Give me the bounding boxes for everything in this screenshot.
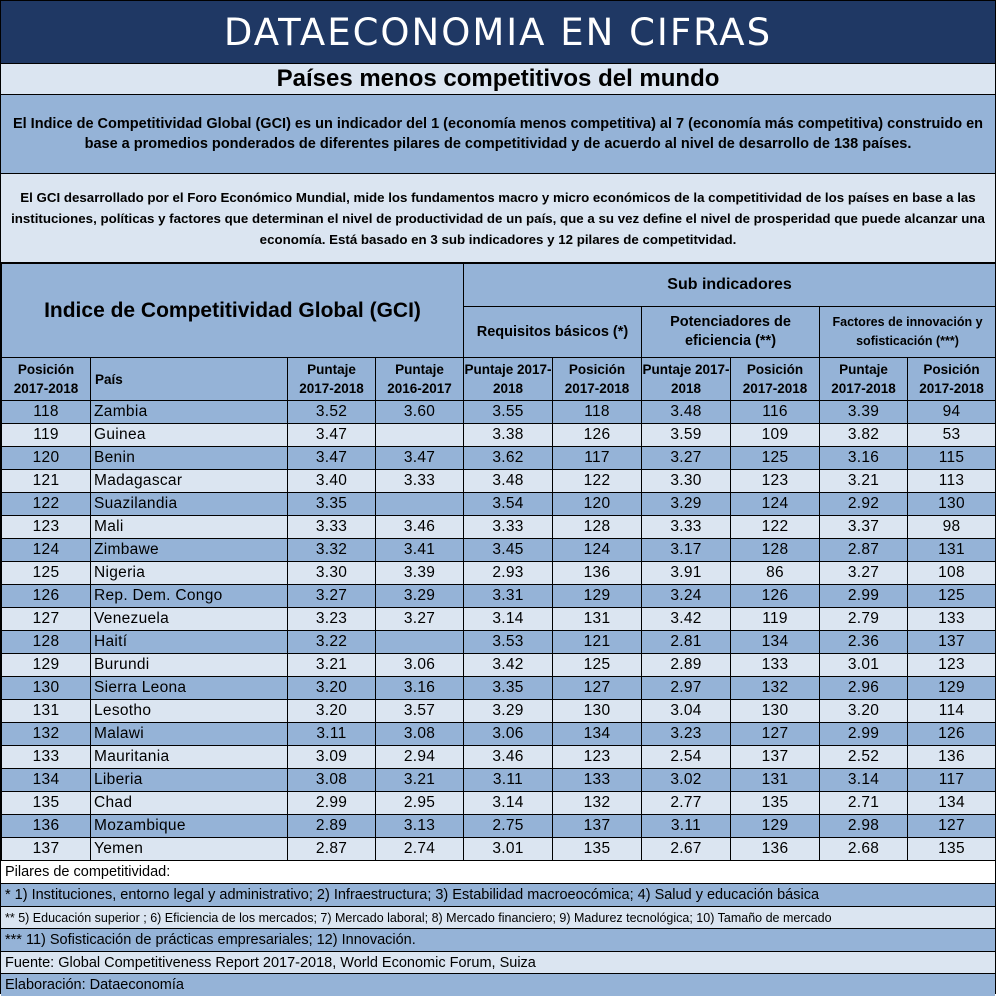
- cell-efficiency-position: 130: [731, 700, 820, 723]
- cell-score-2017: 2.99: [288, 792, 376, 815]
- cell-position: 127: [2, 608, 91, 631]
- cell-innovation-position: 108: [908, 562, 996, 585]
- cell-efficiency-score: 2.67: [642, 838, 731, 861]
- cell-position: 131: [2, 700, 91, 723]
- cell-efficiency-score: 3.17: [642, 539, 731, 562]
- cell-innovation-score: 2.96: [820, 677, 908, 700]
- cell-efficiency-score: 2.77: [642, 792, 731, 815]
- cell-score-2016: 3.47: [376, 447, 464, 470]
- cell-innovation-score: 3.37: [820, 516, 908, 539]
- cell-efficiency-score: 3.11: [642, 815, 731, 838]
- cell-efficiency-position: 123: [731, 470, 820, 493]
- cell-efficiency-score: 3.59: [642, 424, 731, 447]
- pillar-note-efficiency: ** 5) Educación superior ; 6) Eficiencia de los mercados; 7) Mercado laboral; 8) Mercado financiero; 9) Madurez tecnológica; 10) Tamaño de mercado: [1, 906, 995, 928]
- cell-innovation-position: 125: [908, 585, 996, 608]
- sub-indicators-title: Sub indicadores: [464, 264, 996, 307]
- cell-score-2017: 3.27: [288, 585, 376, 608]
- cell-basic-position: 120: [553, 493, 642, 516]
- cell-country: Madagascar: [91, 470, 288, 493]
- table-row: [2, 424, 996, 447]
- cell-score-2016: 3.41: [376, 539, 464, 562]
- cell-country: Zambia: [91, 401, 288, 424]
- cell-score-2016: 3.33: [376, 470, 464, 493]
- cell-efficiency-score: 2.89: [642, 654, 731, 677]
- cell-basic-score: 3.54: [464, 493, 553, 516]
- cell-efficiency-score: 3.02: [642, 769, 731, 792]
- cell-score-2016: 3.27: [376, 608, 464, 631]
- cell-score-2017: 3.32: [288, 539, 376, 562]
- cell-efficiency-position: 122: [731, 516, 820, 539]
- cell-score-2017: 3.33: [288, 516, 376, 539]
- cell-country: Suazilandia: [91, 493, 288, 516]
- cell-innovation-position: 113: [908, 470, 996, 493]
- table-row: [2, 608, 996, 631]
- cell-basic-score: 3.33: [464, 516, 553, 539]
- cell-efficiency-position: 128: [731, 539, 820, 562]
- cell-basic-position: 135: [553, 838, 642, 861]
- cell-efficiency-score: 3.42: [642, 608, 731, 631]
- cell-score-2016: 3.39: [376, 562, 464, 585]
- cell-position: 118: [2, 401, 91, 424]
- table-row: [2, 677, 996, 700]
- cell-position: 119: [2, 424, 91, 447]
- cell-score-2017: 2.89: [288, 815, 376, 838]
- cell-country: Sierra Leona: [91, 677, 288, 700]
- cell-position: 125: [2, 562, 91, 585]
- group-innovation-factors: Factores de innovación y sofisticación (***): [820, 307, 996, 358]
- cell-basic-score: 3.38: [464, 424, 553, 447]
- cell-innovation-score: 2.99: [820, 723, 908, 746]
- cell-basic-position: 133: [553, 769, 642, 792]
- cell-country: Lesotho: [91, 700, 288, 723]
- cell-innovation-position: 134: [908, 792, 996, 815]
- cell-innovation-position: 114: [908, 700, 996, 723]
- cell-position: 123: [2, 516, 91, 539]
- cell-score-2017: 3.40: [288, 470, 376, 493]
- cell-country: Rep. Dem. Congo: [91, 585, 288, 608]
- cell-country: Malawi: [91, 723, 288, 746]
- description-text: El GCI desarrollado por el Foro Económico Mundial, mide los fundamentos macro y micro económicos de la competitividad de los países en base a las instituciones, políticas y factores que determinan el nivel de productividad de un país, que a su vez define el nivel de prosperidad que puede alcanzar una economía. Está basado en 3 sub indicadores y 12 pilares de competitvidad.: [1, 174, 995, 263]
- cell-country: Mauritania: [91, 746, 288, 769]
- cell-efficiency-position: 119: [731, 608, 820, 631]
- table-row: [2, 493, 996, 516]
- cell-score-2016: 3.60: [376, 401, 464, 424]
- cell-basic-position: 126: [553, 424, 642, 447]
- cell-efficiency-score: 3.91: [642, 562, 731, 585]
- cell-innovation-position: 136: [908, 746, 996, 769]
- cell-basic-score: 3.31: [464, 585, 553, 608]
- cell-innovation-score: 2.99: [820, 585, 908, 608]
- cell-score-2016: 3.16: [376, 677, 464, 700]
- cell-score-2017: 3.22: [288, 631, 376, 654]
- cell-position: 136: [2, 815, 91, 838]
- cell-position: 124: [2, 539, 91, 562]
- cell-basic-position: 118: [553, 401, 642, 424]
- cell-innovation-score: 2.98: [820, 815, 908, 838]
- cell-innovation-score: 3.20: [820, 700, 908, 723]
- table-row: [2, 700, 996, 723]
- cell-basic-position: 127: [553, 677, 642, 700]
- table-row: [2, 401, 996, 424]
- cell-innovation-position: 117: [908, 769, 996, 792]
- cell-position: 137: [2, 838, 91, 861]
- cell-basic-score: 3.55: [464, 401, 553, 424]
- cell-position: 128: [2, 631, 91, 654]
- cell-efficiency-position: 134: [731, 631, 820, 654]
- cell-basic-score: 3.53: [464, 631, 553, 654]
- table-row: [2, 631, 996, 654]
- cell-basic-score: 3.42: [464, 654, 553, 677]
- col-header-score-2017: Puntaje 2017-2018: [288, 358, 376, 401]
- cell-innovation-score: 3.16: [820, 447, 908, 470]
- cell-efficiency-score: 3.29: [642, 493, 731, 516]
- cell-efficiency-position: 136: [731, 838, 820, 861]
- cell-innovation-score: 3.14: [820, 769, 908, 792]
- cell-basic-score: 3.14: [464, 792, 553, 815]
- pillar-note-basic: * 1) Instituciones, entorno legal y administrativo; 2) Infraestructura; 3) Estabilidad macroeocómica; 4) Salud y educación básica: [1, 883, 995, 906]
- cell-basic-position: 136: [553, 562, 642, 585]
- cell-country: Zimbawe: [91, 539, 288, 562]
- cell-score-2017: 2.87: [288, 838, 376, 861]
- col-header-efficiency-position: Posición 2017-2018: [731, 358, 820, 401]
- cell-score-2016: 2.95: [376, 792, 464, 815]
- cell-innovation-score: 3.01: [820, 654, 908, 677]
- cell-position: 122: [2, 493, 91, 516]
- table-row: [2, 792, 996, 815]
- cell-efficiency-position: 116: [731, 401, 820, 424]
- cell-basic-score: 2.75: [464, 815, 553, 838]
- cell-innovation-position: 131: [908, 539, 996, 562]
- cell-basic-score: 2.93: [464, 562, 553, 585]
- cell-basic-score: 3.29: [464, 700, 553, 723]
- cell-country: Mozambique: [91, 815, 288, 838]
- gci-title: Indice de Competitividad Global (GCI): [2, 264, 464, 358]
- cell-score-2016: [376, 424, 464, 447]
- cell-basic-score: 3.01: [464, 838, 553, 861]
- cell-score-2017: 3.52: [288, 401, 376, 424]
- cell-efficiency-position: 124: [731, 493, 820, 516]
- cell-basic-position: 125: [553, 654, 642, 677]
- cell-innovation-score: 2.87: [820, 539, 908, 562]
- cell-basic-score: 3.46: [464, 746, 553, 769]
- cell-basic-score: 3.48: [464, 470, 553, 493]
- col-header-score-2016: Puntaje 2016-2017: [376, 358, 464, 401]
- table-row: [2, 470, 996, 493]
- pillars-label: Pilares de competitividad:: [1, 861, 995, 883]
- cell-basic-score: 3.62: [464, 447, 553, 470]
- cell-innovation-position: 133: [908, 608, 996, 631]
- cell-score-2016: 3.57: [376, 700, 464, 723]
- cell-efficiency-position: 86: [731, 562, 820, 585]
- cell-score-2016: 3.13: [376, 815, 464, 838]
- col-header-country: País: [91, 358, 288, 401]
- group-efficiency-enhancers: Potenciadores de eficiencia (**): [642, 307, 820, 358]
- cell-efficiency-score: 2.81: [642, 631, 731, 654]
- cell-innovation-score: 2.36: [820, 631, 908, 654]
- table-row: [2, 769, 996, 792]
- cell-country: Haití: [91, 631, 288, 654]
- banner-title: DATAECONOMIA EN CIFRAS: [1, 1, 995, 64]
- table-row: [2, 516, 996, 539]
- cell-efficiency-position: 132: [731, 677, 820, 700]
- cell-score-2017: 3.09: [288, 746, 376, 769]
- col-header-efficiency-score: Puntaje 2017-2018: [642, 358, 731, 401]
- cell-position: 130: [2, 677, 91, 700]
- cell-basic-position: 122: [553, 470, 642, 493]
- table-row: [2, 447, 996, 470]
- cell-efficiency-position: 133: [731, 654, 820, 677]
- table-row: [2, 815, 996, 838]
- cell-innovation-position: 130: [908, 493, 996, 516]
- cell-score-2017: 3.23: [288, 608, 376, 631]
- cell-basic-position: 137: [553, 815, 642, 838]
- cell-efficiency-position: 109: [731, 424, 820, 447]
- cell-country: Yemen: [91, 838, 288, 861]
- cell-score-2016: [376, 631, 464, 654]
- cell-innovation-position: 123: [908, 654, 996, 677]
- cell-basic-position: 121: [553, 631, 642, 654]
- pillar-note-innovation: *** 11) Sofisticación de prácticas empresariales; 12) Innovación.: [1, 928, 995, 951]
- cell-basic-score: 3.11: [464, 769, 553, 792]
- cell-score-2016: 3.29: [376, 585, 464, 608]
- source-note: Fuente: Global Competitiveness Report 2017-2018, World Economic Forum, Suiza: [1, 951, 995, 973]
- col-header-basic-score: Puntaje 2017-2018: [464, 358, 553, 401]
- cell-position: 133: [2, 746, 91, 769]
- cell-innovation-score: 3.21: [820, 470, 908, 493]
- cell-country: Chad: [91, 792, 288, 815]
- cell-innovation-position: 53: [908, 424, 996, 447]
- cell-efficiency-position: 126: [731, 585, 820, 608]
- cell-basic-score: 3.35: [464, 677, 553, 700]
- page-title: Países menos competitivos del mundo: [1, 64, 995, 95]
- cell-efficiency-score: 3.33: [642, 516, 731, 539]
- cell-country: Guinea: [91, 424, 288, 447]
- col-header-innovation-position: Posición 2017-2018: [908, 358, 996, 401]
- cell-country: Liberia: [91, 769, 288, 792]
- cell-position: 134: [2, 769, 91, 792]
- cell-score-2016: 3.21: [376, 769, 464, 792]
- cell-innovation-score: 3.82: [820, 424, 908, 447]
- cell-innovation-score: 2.68: [820, 838, 908, 861]
- cell-innovation-position: 127: [908, 815, 996, 838]
- cell-country: Benin: [91, 447, 288, 470]
- cell-score-2017: 3.11: [288, 723, 376, 746]
- cell-position: 132: [2, 723, 91, 746]
- cell-efficiency-score: 3.27: [642, 447, 731, 470]
- cell-innovation-position: 126: [908, 723, 996, 746]
- cell-efficiency-score: 3.23: [642, 723, 731, 746]
- table-row: [2, 723, 996, 746]
- cell-position: 129: [2, 654, 91, 677]
- table-row: [2, 838, 996, 861]
- cell-innovation-position: 94: [908, 401, 996, 424]
- cell-position: 120: [2, 447, 91, 470]
- cell-efficiency-position: 125: [731, 447, 820, 470]
- table-row: [2, 654, 996, 677]
- col-header-basic-position: Posición 2017-2018: [553, 358, 642, 401]
- cell-efficiency-score: 3.24: [642, 585, 731, 608]
- cell-basic-position: 124: [553, 539, 642, 562]
- table-row: [2, 562, 996, 585]
- cell-basic-position: 130: [553, 700, 642, 723]
- cell-score-2017: 3.47: [288, 447, 376, 470]
- cell-position: 135: [2, 792, 91, 815]
- cell-innovation-score: 2.71: [820, 792, 908, 815]
- cell-score-2017: 3.20: [288, 700, 376, 723]
- credit-note: Elaboración: Dataeconomía: [1, 973, 995, 996]
- cell-basic-position: 123: [553, 746, 642, 769]
- col-header-position: Posición 2017-2018: [2, 358, 91, 401]
- cell-innovation-position: 135: [908, 838, 996, 861]
- cell-basic-position: 117: [553, 447, 642, 470]
- cell-innovation-score: 2.92: [820, 493, 908, 516]
- cell-score-2017: 3.30: [288, 562, 376, 585]
- cell-basic-score: 3.45: [464, 539, 553, 562]
- cell-efficiency-score: 3.30: [642, 470, 731, 493]
- cell-innovation-position: 115: [908, 447, 996, 470]
- cell-efficiency-position: 137: [731, 746, 820, 769]
- cell-efficiency-position: 135: [731, 792, 820, 815]
- cell-country: Burundi: [91, 654, 288, 677]
- cell-score-2017: 3.47: [288, 424, 376, 447]
- cell-efficiency-position: 131: [731, 769, 820, 792]
- cell-score-2016: 2.94: [376, 746, 464, 769]
- table-body: [2, 401, 996, 861]
- table-row: [2, 746, 996, 769]
- cell-innovation-score: 2.79: [820, 608, 908, 631]
- cell-score-2016: 3.08: [376, 723, 464, 746]
- cell-score-2017: 3.21: [288, 654, 376, 677]
- group-basic-requirements: Requisitos básicos (*): [464, 307, 642, 358]
- gci-table: [1, 263, 996, 861]
- cell-score-2016: 2.74: [376, 838, 464, 861]
- cell-innovation-score: 3.39: [820, 401, 908, 424]
- cell-innovation-position: 98: [908, 516, 996, 539]
- cell-score-2016: 3.06: [376, 654, 464, 677]
- intro-text: El Indice de Competitividad Global (GCI) es un indicador del 1 (economía menos competitiva) al 7 (economía más competitiva) construido en base a promedios ponderados de diferentes pilares de competitividad y de acuerdo al nivel de desarrollo de 138 países.: [1, 95, 995, 174]
- cell-basic-position: 132: [553, 792, 642, 815]
- cell-efficiency-score: 3.48: [642, 401, 731, 424]
- col-header-innovation-score: Puntaje 2017-2018: [820, 358, 908, 401]
- cell-score-2017: 3.20: [288, 677, 376, 700]
- cell-basic-score: 3.14: [464, 608, 553, 631]
- cell-innovation-score: 3.27: [820, 562, 908, 585]
- cell-basic-position: 128: [553, 516, 642, 539]
- cell-basic-position: 131: [553, 608, 642, 631]
- cell-innovation-position: 129: [908, 677, 996, 700]
- cell-score-2017: 3.08: [288, 769, 376, 792]
- cell-country: Nigeria: [91, 562, 288, 585]
- cell-efficiency-score: 2.54: [642, 746, 731, 769]
- cell-country: Mali: [91, 516, 288, 539]
- cell-basic-position: 129: [553, 585, 642, 608]
- cell-efficiency-position: 129: [731, 815, 820, 838]
- cell-score-2016: [376, 493, 464, 516]
- cell-basic-score: 3.06: [464, 723, 553, 746]
- cell-innovation-score: 2.52: [820, 746, 908, 769]
- cell-country: Venezuela: [91, 608, 288, 631]
- table-row: [2, 539, 996, 562]
- cell-basic-position: 134: [553, 723, 642, 746]
- cell-efficiency-score: 2.97: [642, 677, 731, 700]
- cell-position: 121: [2, 470, 91, 493]
- cell-score-2016: 3.46: [376, 516, 464, 539]
- cell-efficiency-score: 3.04: [642, 700, 731, 723]
- cell-innovation-position: 137: [908, 631, 996, 654]
- cell-efficiency-position: 127: [731, 723, 820, 746]
- cell-position: 126: [2, 585, 91, 608]
- cell-score-2017: 3.35: [288, 493, 376, 516]
- table-row: [2, 585, 996, 608]
